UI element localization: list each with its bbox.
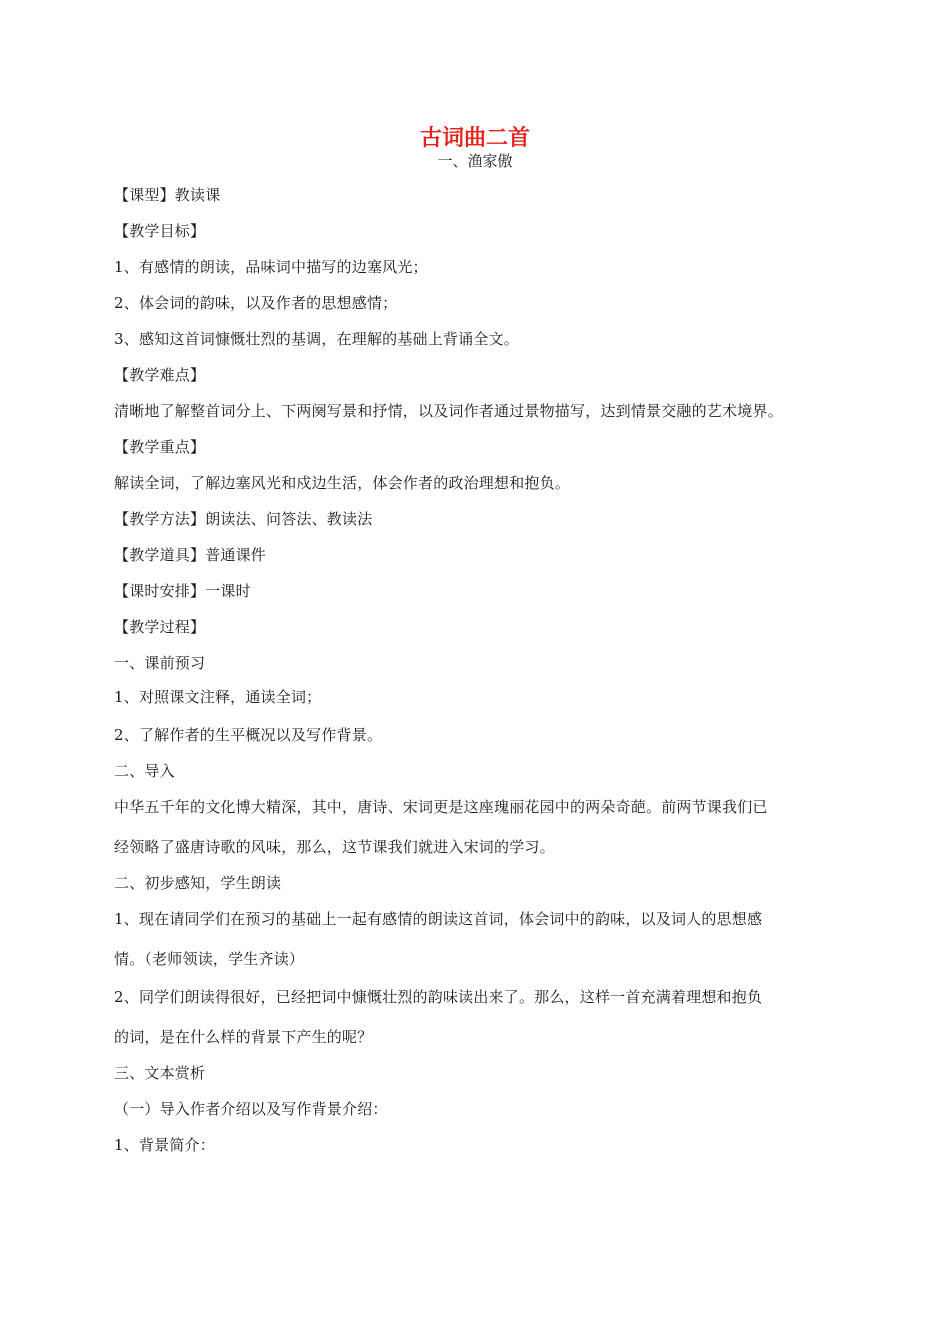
paragraph-line: 解读全词，了解边塞风光和戍边生活，体会作者的政治理想和抱负。 bbox=[114, 474, 571, 492]
paragraph-line: 【教学道具】普通课件 bbox=[114, 546, 267, 564]
paragraph-line: 一、课前预习 bbox=[114, 654, 206, 672]
paragraph-line: 【课型】教读课 bbox=[114, 186, 221, 204]
paragraph-line: 经领略了盛唐诗歌的风味，那么，这节课我们就进入宋词的学习。 bbox=[114, 838, 555, 856]
paragraph-line: 3、感知这首词慷慨壮烈的基调，在理解的基础上背诵全文。 bbox=[114, 330, 519, 348]
paragraph-line: （一）导入作者介绍以及写作背景介绍： bbox=[114, 1100, 388, 1118]
paragraph-line: 2、体会词的韵味，以及作者的思想感情； bbox=[114, 294, 398, 312]
paragraph-line: 【教学方法】朗读法、问答法、教读法 bbox=[114, 510, 373, 528]
paragraph-line: 1、现在请同学们在预习的基础上一起有感情的朗读这首词，体会词中的韵味，以及词人的思想感 bbox=[114, 910, 763, 928]
paragraph-line: 【教学过程】 bbox=[114, 618, 206, 636]
document-title: 古词曲二首 bbox=[419, 125, 530, 151]
paragraph-line: 二、初步感知，学生朗读 bbox=[114, 874, 282, 892]
paragraph-line: 三、文本赏析 bbox=[114, 1064, 206, 1082]
paragraph-line: 中华五千年的文化博大精深，其中，唐诗、宋词更是这座瑰丽花园中的两朵奇葩。前两节课我们已 bbox=[114, 798, 768, 816]
paragraph-line: 2、同学们朗读得很好，已经把词中慷慨壮烈的韵味读出来了。那么，这样一首充满着理想和抱负 bbox=[114, 988, 763, 1006]
paragraph-line: 二、导入 bbox=[114, 762, 175, 780]
paragraph-line: 【教学重点】 bbox=[114, 438, 206, 456]
paragraph-line: 2、了解作者的生平概况以及写作背景。 bbox=[114, 726, 383, 744]
paragraph-line: 【教学难点】 bbox=[114, 366, 206, 384]
paragraph-line: 【课时安排】一课时 bbox=[114, 582, 251, 600]
document-subtitle: 一、渔家傲 bbox=[437, 152, 513, 170]
paragraph-line: 1、有感情的朗读，品味词中描写的边塞风光； bbox=[114, 258, 428, 276]
paragraph-line: 清晰地了解整首词分上、下两阕写景和抒情，以及词作者通过景物描写，达到情景交融的艺术境界。 bbox=[114, 402, 783, 420]
paragraph-line: 1、背景简介： bbox=[114, 1136, 215, 1154]
paragraph-line: 1、对照课文注释，通读全词； bbox=[114, 688, 322, 706]
paragraph-line: 情。（老师领读，学生齐读） bbox=[114, 950, 305, 968]
paragraph-line: 【教学目标】 bbox=[114, 222, 206, 240]
paragraph-line: 的词，是在什么样的背景下产生的呢？ bbox=[114, 1028, 373, 1046]
